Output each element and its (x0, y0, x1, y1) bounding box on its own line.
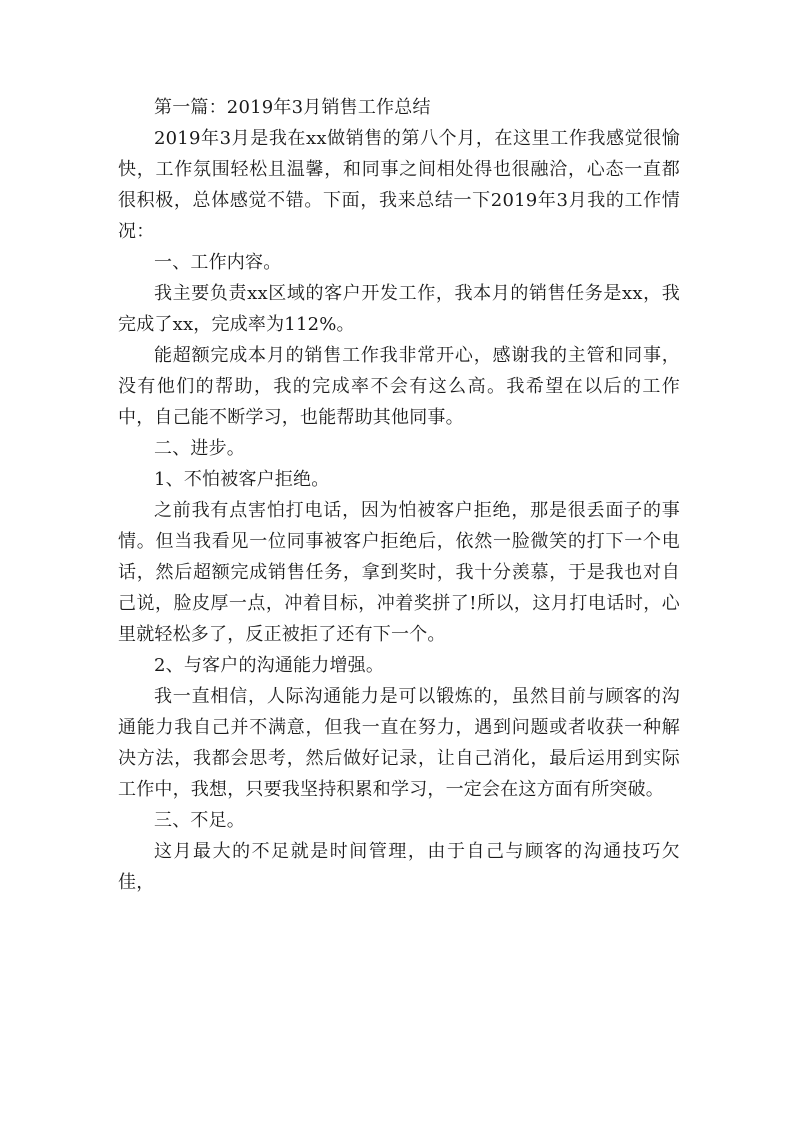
intro-paragraph: 2019年3月是我在xx做销售的第八个月，在这里工作我感觉很愉快，工作氛围轻松且温馨，和同事之间相处得也很融洽，心态一直都很积极，总体感觉不错。下面，我来总结一下2019年3月我的工作情况： (118, 128, 680, 242)
section-heading-work-content: 一、工作内容。 (154, 252, 282, 273)
section-heading-progress: 二、进步。 (154, 438, 245, 459)
document-page (118, 92, 680, 898)
subheading-communication: 2、与客户的沟通能力增强。 (154, 655, 385, 676)
subheading-not-afraid: 1、不怕被客户拒绝。 (154, 469, 330, 490)
work-content-paragraph: 我主要负责xx区域的客户开发工作，我本月的销售任务是xx，我完成了xx，完成率为112%。 (118, 283, 680, 335)
not-afraid-paragraph: 之前我有点害怕打电话，因为怕被客户拒绝，那是很丢面子的事情。但当我看见一位同事被客户拒绝后，依然一脸微笑的打下一个电话，然后超额完成销售任务，拿到奖时，我十分羡慕，于是我也对自己说，脸皮厚一点，冲着目标，冲着奖拼了!所以，这月打电话时，心里就轻松多了，反正被拒了还有下一个。 (118, 500, 680, 645)
shortcomings-paragraph: 这月最大的不足就是时间管理，由于自己与顾客的沟通技巧欠佳， (118, 841, 680, 893)
communication-paragraph: 我一直相信，人际沟通能力是可以锻炼的，虽然目前与顾客的沟通能力我自己并不满意，但我一直在努力，遇到问题或者收获一种解决方法，我都会思考，然后做好记录，让自己消化，最后运用到实际工作中，我想，只要我坚持积累和学习，一定会在这方面有所突破。 (118, 686, 680, 800)
section-heading-shortcomings: 三、不足。 (154, 810, 245, 831)
document-title: 第一篇：2019年3月销售工作总结 (154, 97, 431, 118)
thanks-paragraph: 能超额完成本月的销售工作我非常开心，感谢我的主管和同事，没有他们的帮助，我的完成率不会有这么高。我希望在以后的工作中，自己能不断学习，也能帮助其他同事。 (118, 345, 680, 428)
